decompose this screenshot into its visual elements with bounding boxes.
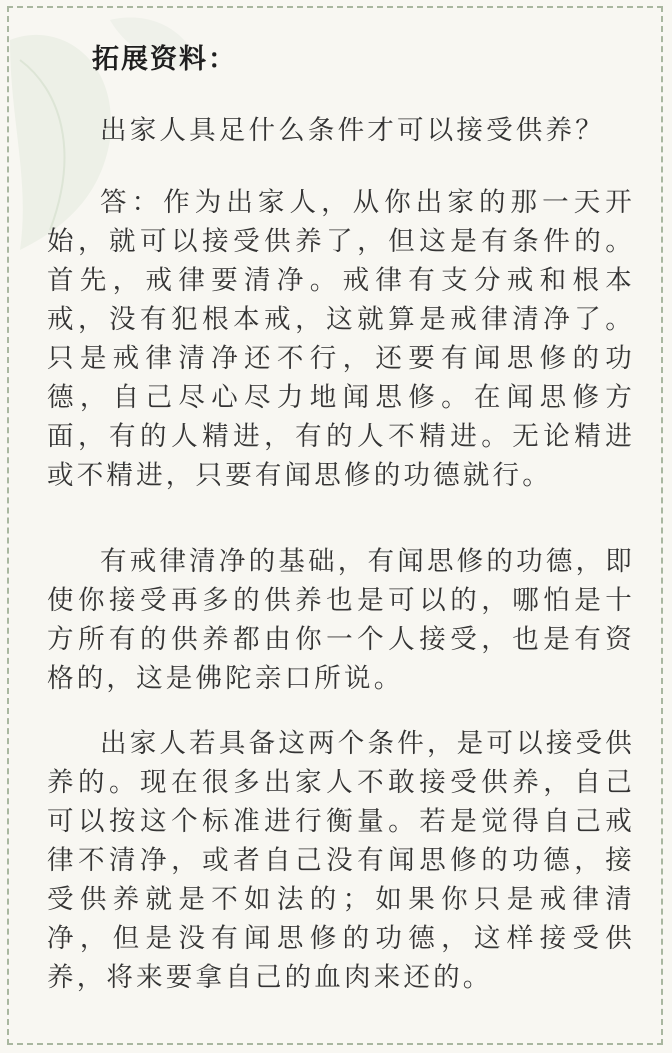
answer-paragraph-3: 出家人若具备这两个条件，是可以接受供养的。现在很多出家人不敢接受供养，自己可以按这个标准进行衡量。若是觉得自己戒律不清净，或者自己没有闻思修的功德，接受供养就是不如法的；如果你只是戒律清净，但是没有闻思修的功德，这样接受供养，将来要拿自己的血肉来还的。: [47, 728, 635, 993]
section-heading: 拓展资料：: [92, 44, 237, 75]
question-text: 出家人具足什么条件才可以接受供养？: [100, 115, 605, 146]
answer-paragraph-2: 有戒律清净的基础，有闻思修的功德，即使你接受再多的供养也是可以的，哪怕是十方所有的供养都由你一个人接受，也是有资格的，这是佛陀亲口所说。: [47, 546, 635, 694]
answer-paragraph-1: 答：作为出家人，从你出家的那一天开始，就可以接受供养了，但这是有条件的。首先，戒律要清净。戒律有支分戒和根本戒，没有犯根本戒，这就算是戒律清净了。只是戒律清净还不行，还要有闻思修的功德，自己尽心尽力地闻思修。在闻思修方面，有的人精进，有的人不精进。无论精进或不精进，只要有闻思修的功德就行。: [47, 187, 635, 491]
